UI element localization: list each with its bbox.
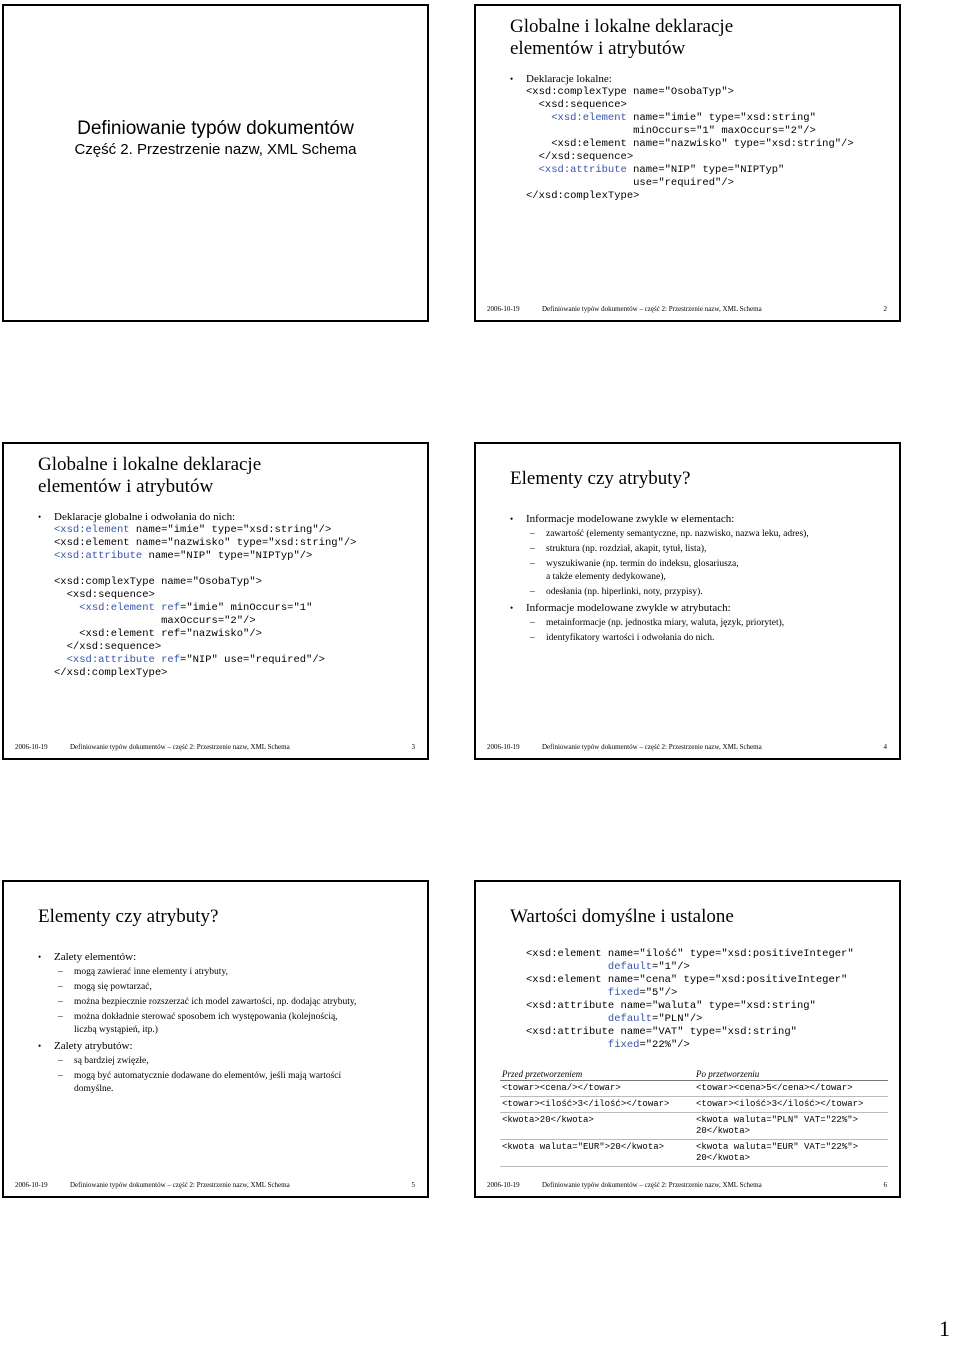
list-item-text: metainformacje (np. jednostka miary, waluta, język, priorytet), <box>546 618 785 628</box>
code-line: <xsd:element name="imie" type="xsd:string" <box>551 112 816 124</box>
list-item-text: mogą być automatycznie dodawane do elementów, jeśli mają wartości domyślne. <box>74 1071 342 1094</box>
slide-5-title: Elementy czy atrybuty? <box>38 906 219 927</box>
table-row <box>500 1113 888 1140</box>
sub-bullet-item <box>530 558 891 584</box>
dash-icon: – <box>530 618 535 628</box>
slide-2-title-line2: elementów i atrybutów <box>510 38 686 59</box>
dash-icon: – <box>530 587 535 597</box>
dash-icon: – <box>530 544 535 554</box>
code-line: <xsd:element name="imie" type="xsd:string"/> <box>54 524 332 536</box>
bullet-dot-icon: • <box>510 74 514 84</box>
bullet-dot-icon: • <box>38 1041 42 1051</box>
slide-5-body <box>38 948 419 1096</box>
slide-2-bullet <box>510 72 891 86</box>
slide-6 <box>474 880 901 1198</box>
list-item-text: struktura (np. rozdział, akapit, tytuł, lista), <box>546 544 707 554</box>
sub-bullet-item <box>58 966 419 979</box>
sub-bullet-item <box>58 1070 419 1096</box>
code-line: <xsd:attribute name="NIP" type="NIPTyp" <box>538 164 785 176</box>
footer-page-number: 6 <box>883 1181 887 1189</box>
code-line: <xsd:element name="nazwisko" type="xsd:string"/> <box>54 537 357 549</box>
code-line: default="PLN"/> <box>607 1013 703 1025</box>
list-item-text: Zalety atrybutów: <box>54 1040 133 1052</box>
slide-3-bullet-text: Deklaracje globalne i odwołania do nich: <box>54 511 236 523</box>
footer-date: 2006-10-19 <box>15 743 48 751</box>
bullet-item <box>38 950 419 964</box>
sub-bullet-item <box>530 632 891 645</box>
sheet-page-number: 1 <box>939 1316 950 1341</box>
bullet-dot-icon: • <box>38 952 42 962</box>
list-item-text: można bezpiecznie rozszerzać ich model zawartości, np. dodając atrybuty, <box>74 997 357 1007</box>
slide-3-footer <box>15 742 415 752</box>
slide-1-title-line2: Część 2. Przestrzenie nazw, XML Schema <box>74 141 357 158</box>
slide-5 <box>2 880 429 1198</box>
list-item-text: zawartość (elementy semantyczne, np. nazwisko, nazwa leku, adres), <box>546 529 809 539</box>
table-cell: <kwota waluta="PLN" VAT="22%"> 20</kwota> <box>694 1113 888 1140</box>
slide-2-footer <box>487 304 887 314</box>
code-line: <xsd:sequence> <box>54 589 155 601</box>
code-line: <xsd:element name="ilość" type="xsd:positiveInteger" <box>526 948 854 960</box>
slide-6-title: Wartości domyślne i ustalone <box>510 906 734 927</box>
sub-bullet-item <box>58 981 419 994</box>
code-line: </xsd:complexType> <box>54 667 168 679</box>
bullet-dot-icon: • <box>510 514 514 524</box>
dash-icon: – <box>530 633 535 643</box>
table-cell: <towar><cena>5</cena></towar> <box>694 1081 888 1097</box>
slide-2 <box>474 4 901 322</box>
table-cell: <towar><ilość>3</ilość></towar> <box>500 1097 694 1113</box>
code-line: fixed="5"/> <box>607 987 678 999</box>
footer-title: Definiowanie typów dokumentów – część 2: Przestrzenie nazw, XML Schema <box>70 1181 290 1189</box>
slide-3 <box>2 442 429 760</box>
bullet-item <box>38 1039 419 1053</box>
table-cell: <towar><ilość>3</ilość></towar> <box>694 1097 888 1113</box>
list-item-text: identyfikatory wartości i odwołania do nich. <box>546 633 715 643</box>
slide-2-bullet-text: Deklaracje lokalne: <box>526 73 612 85</box>
slide-4-title: Elementy czy atrybuty? <box>510 468 691 489</box>
code-line: maxOccurs="2"/> <box>54 615 256 627</box>
slide-3-title-line2: elementów i atrybutów <box>38 476 214 497</box>
list-item-text: mogą zawierać inne elementy i atrybuty, <box>74 967 228 977</box>
bullet-item <box>510 512 891 526</box>
code-line: <xsd:complexType name="OsobaTyp"> <box>54 576 262 588</box>
list-item-text: Informacje modelowane zwykle w atrybutach: <box>526 602 731 614</box>
slide-1-title-line1: Definiowanie typów dokumentów <box>77 118 354 139</box>
sub-bullet-item <box>530 543 891 556</box>
code-line: </xsd:complexType> <box>526 190 640 202</box>
code-line: </xsd:sequence> <box>54 641 162 653</box>
dash-icon: – <box>58 1071 63 1081</box>
list-item-text: można dokładnie sterować sposobem ich występowania (kolejnością, liczbą wystąpień, itp.) <box>74 1012 338 1035</box>
dash-icon: – <box>58 982 63 992</box>
slide-4 <box>474 442 901 760</box>
footer-page-number: 4 <box>883 743 887 751</box>
code-line: <xsd:complexType name="OsobaTyp"> <box>526 86 734 98</box>
slide-1-title <box>4 118 427 160</box>
code-line <box>54 563 419 576</box>
footer-title: Definiowanie typów dokumentów – część 2: Przestrzenie nazw, XML Schema <box>70 743 290 751</box>
bullet-dot-icon: • <box>38 512 42 522</box>
code-line: </xsd:sequence> <box>526 151 634 163</box>
footer-date: 2006-10-19 <box>487 1181 520 1189</box>
list-item-text: mogą się powtarzać, <box>74 982 152 992</box>
slide-2-title <box>510 16 733 60</box>
slide-2-title-line1: Globalne i lokalne deklaracje <box>510 16 734 37</box>
slide-3-bullet <box>38 510 419 524</box>
dash-icon: – <box>530 529 535 539</box>
sub-bullet-item <box>58 1011 419 1037</box>
slide-6-code <box>526 948 891 1052</box>
slide-6-table <box>500 1068 888 1167</box>
code-line: <xsd:attribute name="VAT" type="xsd:string" <box>526 1026 797 1038</box>
bullet-dot-icon: • <box>510 603 514 613</box>
dash-icon: – <box>58 967 63 977</box>
table-header-after: Po przetworzeniu <box>694 1068 888 1081</box>
slide-5-footer <box>15 1180 415 1190</box>
table-row <box>500 1140 888 1167</box>
table-cell: <kwota waluta="EUR">20</kwota> <box>500 1140 694 1167</box>
code-line: <xsd:attribute name="NIP" type="NIPTyp"/> <box>54 550 313 562</box>
table-row <box>500 1097 888 1113</box>
sub-bullet-item <box>58 996 419 1009</box>
code-line: default="1"/> <box>607 961 690 973</box>
code-line: <xsd:sequence> <box>526 99 627 111</box>
footer-title: Definiowanie typów dokumentów – część 2: Przestrzenie nazw, XML Schema <box>542 1181 762 1189</box>
dash-icon: – <box>58 997 63 1007</box>
list-item-text: Zalety elementów: <box>54 951 137 963</box>
slide-3-code <box>54 524 419 680</box>
dash-icon: – <box>58 1056 63 1066</box>
code-line: <xsd:element ref="imie" minOccurs="1" <box>79 602 313 614</box>
table-header-row <box>500 1068 888 1081</box>
slide-3-title <box>38 454 261 498</box>
sub-bullet-item <box>58 1055 419 1068</box>
list-item-text: wyszukiwanie (np. termin do indeksu, glosariusza, a także elementy dedykowane), <box>546 559 739 582</box>
dash-icon: – <box>58 1012 63 1022</box>
slide-3-title-line1: Globalne i lokalne deklaracje <box>38 454 262 475</box>
footer-title: Definiowanie typów dokumentów – część 2: Przestrzenie nazw, XML Schema <box>542 305 762 313</box>
table-row <box>500 1081 888 1097</box>
slide-4-body <box>510 510 891 645</box>
sub-bullet-item <box>530 586 891 599</box>
code-line: <xsd:element name="cena" type="xsd:positiveInteger" <box>526 974 848 986</box>
table-cell: <kwota waluta="EUR" VAT="22%"> 20</kwota> <box>694 1140 888 1167</box>
list-item-text: Informacje modelowane zwykle w elementach: <box>526 513 735 525</box>
code-line: fixed="22%"/> <box>607 1039 690 1051</box>
sub-bullet-item <box>530 528 891 541</box>
list-item-text: są bardziej zwięzłe, <box>74 1056 149 1066</box>
slide-2-code <box>526 86 891 203</box>
table-cell: <towar><cena/></towar> <box>500 1081 694 1097</box>
slide-4-footer <box>487 742 887 752</box>
footer-date: 2006-10-19 <box>487 743 520 751</box>
code-line: minOccurs="1" maxOccurs="2"/> <box>526 125 816 137</box>
slide-3-body <box>38 510 419 680</box>
code-line: <xsd:element name="nazwisko" type="xsd:string"/> <box>526 138 854 150</box>
footer-date: 2006-10-19 <box>15 1181 48 1189</box>
slide-1 <box>2 4 429 322</box>
list-item-text: odesłania (np. hiperlinki, noty, przypisy). <box>546 587 703 597</box>
table-header-before: Przed przetworzeniem <box>500 1068 694 1081</box>
slide-2-body <box>510 72 891 203</box>
footer-page-number: 2 <box>883 305 887 313</box>
bullet-item <box>510 601 891 615</box>
slide-6-footer <box>487 1180 887 1190</box>
footer-page-number: 5 <box>411 1181 415 1189</box>
footer-title: Definiowanie typów dokumentów – część 2: Przestrzenie nazw, XML Schema <box>542 743 762 751</box>
footer-date: 2006-10-19 <box>487 305 520 313</box>
footer-page-number: 3 <box>411 743 415 751</box>
code-line: <xsd:attribute name="waluta" type="xsd:string" <box>526 1000 816 1012</box>
code-line: <xsd:attribute ref="NIP" use="required"/> <box>66 654 325 666</box>
code-line: use="required"/> <box>526 177 734 189</box>
sub-bullet-item <box>530 617 891 630</box>
code-line: <xsd:element ref="nazwisko"/> <box>54 628 262 640</box>
dash-icon: – <box>530 559 535 569</box>
table-cell: <kwota>20</kwota> <box>500 1113 694 1140</box>
